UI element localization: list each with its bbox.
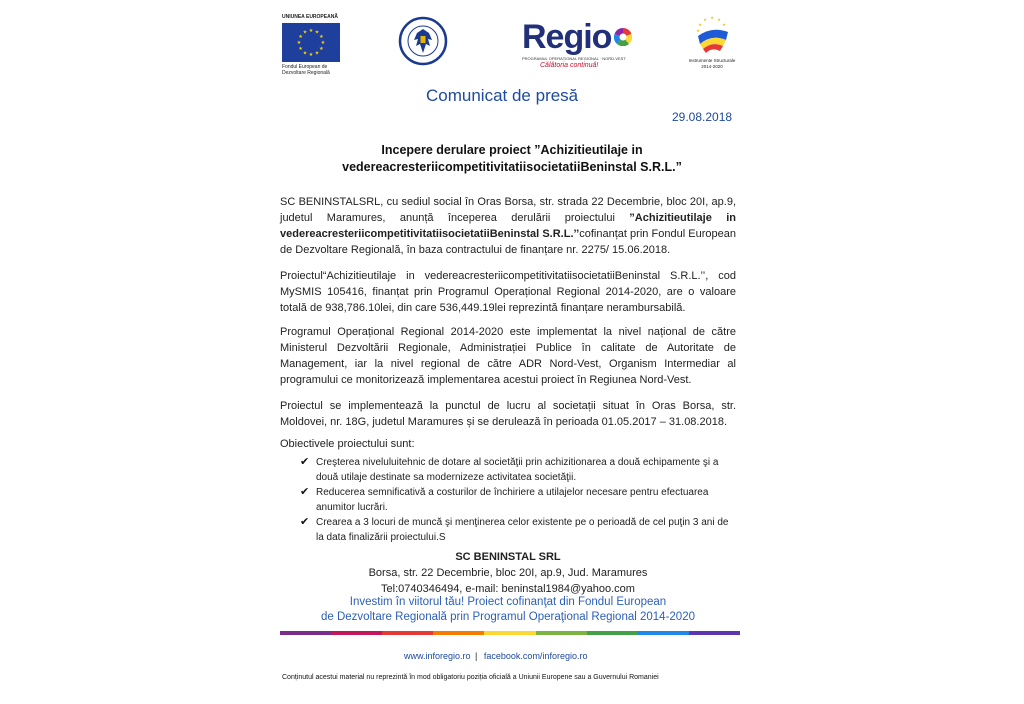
objective-line-2: anumitor lucrări. [316,502,388,513]
check-icon: ✔ [300,516,310,528]
regio-logo [522,20,634,76]
paragraph-program: Programul Operațional Regional 2014-2020 este implementat la nivel național de către Ministerul Dezvoltării Regionale, Administrației Publice în calitate de Autoritate de Management, iar la nivel regional de către ADR Nord-Vest, Organism Intermediar al programului ce monitorizează implementarea acestui proiect în Regiunea Nord-Vest. [280,326,736,386]
structural-instruments-emblem-icon [690,14,734,54]
rainbow-bar-segment [689,631,740,635]
eu-logo-caption-1: Fondul European de [282,64,328,70]
structural-instruments-logo [678,14,746,74]
svg-text:★: ★ [698,22,702,27]
svg-text:★: ★ [722,22,726,27]
rainbow-bar-segment [433,631,484,635]
objective-item [300,486,750,516]
regio-wordmark-text: Regio [522,18,612,56]
svg-text:★: ★ [308,28,314,34]
rainbow-bar-segment [638,631,689,635]
structural-instruments-caption-1: Instrumente Structurale [688,58,736,63]
government-logo [398,16,448,66]
contact-block [280,550,736,596]
structural-instruments-caption-2: 2014-2020 [701,64,723,69]
svg-text:★: ★ [298,46,303,52]
objective-line-1: Crearea a 3 locuri de muncă şi menţinerea celor existente pe o perioadă de cel puţin 3 ani de [316,517,729,528]
objective-line-1: Reducerea semnificativă a costurilor de închiriere a utilajelor necesare pentru efectuarea [316,487,709,498]
romanian-coat-of-arms-icon [398,16,448,66]
regio-color-wheel-icon [614,28,632,46]
rainbow-bar-segment [484,631,535,635]
svg-text:★: ★ [319,34,324,40]
svg-text:★: ★ [320,40,326,46]
rainbow-bar-segment [587,631,638,635]
svg-text:★: ★ [298,34,303,40]
svg-text:★: ★ [308,52,314,58]
objective-line-2: la data finalizării proiectului.S [316,532,446,543]
page-title: Comunicat de presă [426,86,579,105]
rainbow-bar [280,631,740,635]
svg-text:★: ★ [314,29,320,36]
footer-links [404,651,587,661]
eu-logo-header: UNIUNEA EUROPEANĂ [282,14,338,20]
project-heading [280,142,744,176]
slogan [280,595,736,625]
slogan-line-2: de Dezvoltare Regională prin Programul Operaţional Regional 2014-2020 [321,611,695,623]
check-icon: ✔ [300,486,310,498]
contact-company: SC BENINSTAL SRL [455,551,561,563]
svg-text:★: ★ [710,15,714,20]
eu-stars-icon [282,23,340,62]
release-date: 29.08.2018 [672,110,733,124]
svg-text:★: ★ [296,40,302,46]
regio-program-line: PROGRAMUL OPERAȚIONAL REGIONAL · NORD-VEST [522,56,626,61]
rainbow-bar-segment [280,631,331,635]
facebook-link[interactable]: facebook.com/inforegio.ro [483,651,588,661]
slogan-line-1: Investim în viitorul tău! Proiect cofinanţat din Fondul European [349,596,667,608]
project-heading-line-2: vedereacresteriicompetitivitatiisocietatiiBeninstal S.R.L.” [342,160,682,174]
svg-text:★: ★ [302,29,308,36]
contact-address: Borsa, str. 22 Decembrie, bloc 20I, ap.9, Jud. Maramures [368,567,648,579]
paragraph-intro [280,194,736,258]
svg-text:★: ★ [314,50,320,57]
svg-text:★: ★ [717,17,721,22]
svg-text:★: ★ [703,17,707,22]
objective-item [300,516,750,546]
footer-separator: | [475,651,478,661]
rainbow-bar-segment [382,631,433,635]
paragraph-project-value: Proiectul“Achizitieutilaje in vedereacresteriicompetitivitatiisocietatiiBeninstal S.R.L.’’, cod MySMIS 105416, finanțat prin Programul Operațional Regional 2014-2020, are o valoare totală de 938,786.10lei, din care 536,449.19lei reprezintă finanțare nerambursabilă. [280,270,736,314]
project-heading-line-1: Incepere derulare proiect ”Achizitieutilaje in [381,143,643,157]
regio-wordmark [522,20,611,54]
contact-phone-email: Tel:0740346494, e-mail: beninstal1984@yahoo.com [381,583,635,595]
paragraph-intro-project-name: ”Achizitieutilaje in vedereacresteriicompetitivitatiisocietatiiBeninstal S.R.L.’’ [280,212,736,240]
check-icon: ✔ [300,456,310,468]
svg-text:★: ★ [302,50,308,57]
objective-item [300,456,750,486]
paragraph-intro-text-b: cofinanțat prin Fondul European de Dezvoltare Regională, în baza contractului de finanțare nr. 2275/ 15.06.2018. [280,228,736,256]
disclaimer: Conținutul acestui material nu reprezintă în mod obligatoriu poziția oficială a Uniunii Europene sau a Guvernului Romaniei [282,674,659,681]
objectives-list [300,456,750,546]
paragraph-location: Proiectul se implementează la punctul de lucru al societații situat în Oras Borsa, str. Moldovei, nr. 18G, judetul Maramures și se derulează în perioada 01.05.2017 – 31.08.2018. [280,400,736,428]
objective-line-2: două utilaje destinate sa modernizeze activitatea societăţii. [316,472,577,483]
eu-logo-caption-2: Dezvoltare Regională [282,70,330,76]
svg-text:★: ★ [319,46,324,52]
rainbow-bar-segment [536,631,587,635]
eu-flag-icon [282,23,340,62]
regio-tagline: Călătoria continuă! [540,62,599,69]
paragraph-intro-text-a: SC BENINSTALSRL, cu sediul social în Oras Borsa, str. strada 22 Decembrie, bloc 20I, ap.9, judetul Maramures, anunță începerea derulării proiectului [280,196,736,224]
rainbow-bar-segment [331,631,382,635]
eu-logo [282,14,346,76]
website-link[interactable]: www.inforegio.ro [404,651,471,661]
objectives-intro: Obiectivele proiectului sunt: [280,438,415,450]
svg-text:★: ★ [696,28,700,33]
objective-line-1: Creşterea niveluluitehnic de dotare al societăţii prin achizitionarea a două echipamente şi a [316,457,719,468]
